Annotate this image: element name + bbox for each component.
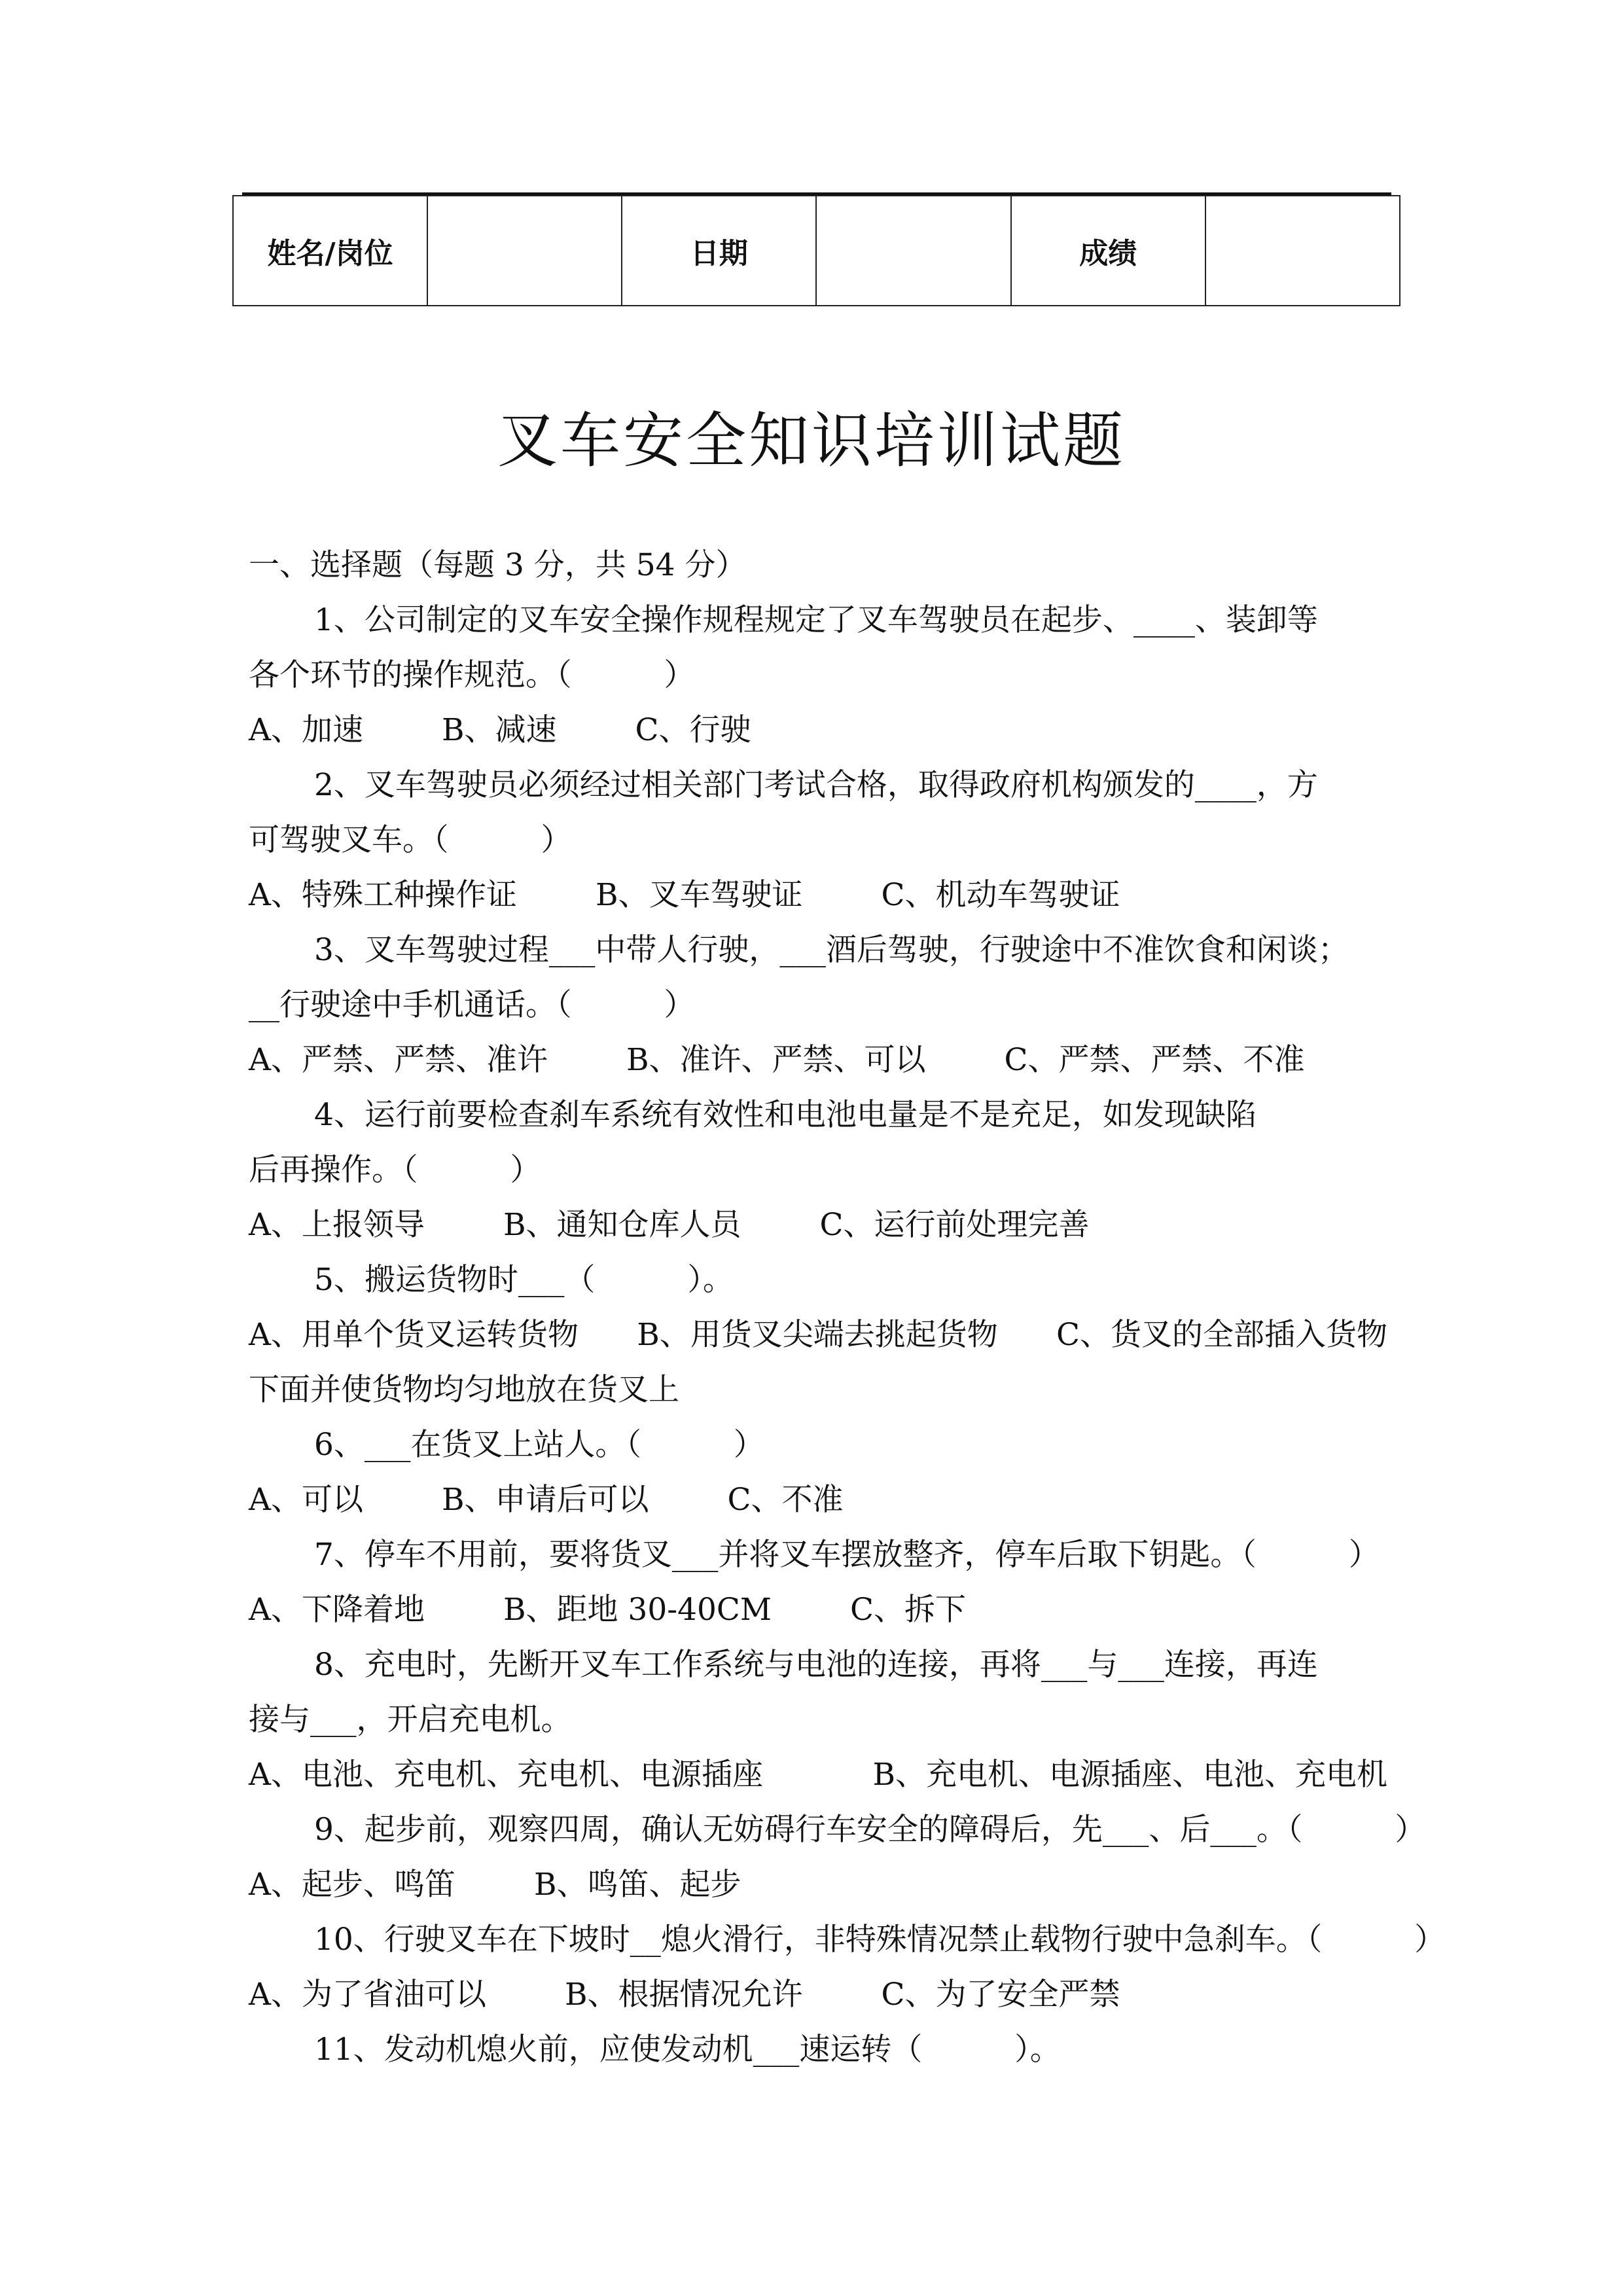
date-label: 日期 xyxy=(622,196,816,306)
question-6-options xyxy=(249,1473,1387,1528)
option-a[interactable]: A、电池、充电机、充电机、电源插座 xyxy=(249,1757,763,1793)
option-b[interactable]: B、减速 xyxy=(441,712,557,748)
section-heading: 一、选择题（每题 3 分，共 54 分） xyxy=(249,547,747,583)
option-a[interactable]: A、用单个货叉运转货物 xyxy=(249,1317,579,1353)
option-b[interactable]: B、根据情况允许 xyxy=(564,1977,803,2013)
option-b[interactable]: B、申请后可以 xyxy=(441,1482,649,1518)
question-10-line-1: 10、行驶叉车在下坡时__熄火滑行，非特殊情况禁止载物行驶中急刹车。（ ） xyxy=(314,1922,1446,1958)
option-a[interactable]: A、上报领导 xyxy=(249,1207,425,1243)
question-2-line-2: 可驾驶叉车。（ ） xyxy=(249,822,572,858)
question-1-line-1: 1、公司制定的叉车安全操作规程规定了叉车驾驶员在起步、____、装卸等 xyxy=(314,602,1318,638)
question-3-options xyxy=(249,1033,1387,1088)
option-c[interactable]: C、货叉的全部插入货物 xyxy=(1056,1317,1387,1353)
question-4-options xyxy=(249,1198,1387,1253)
option-c[interactable]: C、行驶 xyxy=(635,712,751,748)
question-1-options xyxy=(249,703,1387,758)
option-a[interactable]: A、严禁、严禁、准许 xyxy=(249,1042,548,1078)
question-7-options xyxy=(249,1583,1387,1638)
option-a[interactable]: A、起步、鸣笛 xyxy=(249,1867,455,1903)
question-5-line-1: 5、搬运货物时___（ ）。 xyxy=(314,1262,734,1298)
question-5-option-continuation: 下面并使货物均匀地放在货叉上 xyxy=(249,1372,679,1408)
name-field[interactable] xyxy=(427,196,622,306)
option-b[interactable]: B、充电机、电源插座、电池、充电机 xyxy=(872,1757,1387,1793)
question-2-line-1: 2、叉车驾驶员必须经过相关部门考试合格，取得政府机构颁发的____，方 xyxy=(314,767,1318,803)
option-b[interactable]: B、鸣笛、起步 xyxy=(533,1867,741,1903)
option-c[interactable]: C、严禁、严禁、不准 xyxy=(1004,1042,1305,1078)
question-4-line-1: 4、运行前要检查刹车系统有效性和电池电量是不是充足，如发现缺陷 xyxy=(314,1097,1257,1133)
question-5-options xyxy=(249,1308,1387,1363)
question-10-options xyxy=(249,1967,1387,2022)
question-1-line-2: 各个环节的操作规范。（ ） xyxy=(249,657,695,693)
question-2-options xyxy=(249,868,1387,923)
option-b[interactable]: B、距地 30-40CM xyxy=(503,1592,772,1628)
question-8-line-2: 接与___，开启充电机。 xyxy=(249,1702,572,1738)
option-c[interactable]: C、不准 xyxy=(727,1482,844,1518)
option-b[interactable]: B、叉车驾驶证 xyxy=(595,877,803,913)
question-3-line-2: __行驶途中手机通话。（ ） xyxy=(249,987,695,1023)
date-field[interactable] xyxy=(816,196,1010,306)
option-b[interactable]: B、用货叉尖端去挑起货物 xyxy=(637,1317,998,1353)
option-a[interactable]: A、为了省油可以 xyxy=(249,1977,486,2013)
info-table xyxy=(232,195,1400,306)
name-label: 姓名/岗位 xyxy=(233,196,427,306)
option-a[interactable]: A、加速 xyxy=(249,712,363,748)
question-9-line-1: 9、起步前，观察四周，确认无妨碍行车安全的障碍后，先___、后___。（ ） xyxy=(314,1812,1426,1848)
score-field[interactable] xyxy=(1205,196,1400,306)
question-11-line-1: 11、发动机熄火前，应使发动机___速运转（ ）。 xyxy=(314,2032,1061,2068)
question-9-options xyxy=(249,1857,1387,1912)
option-c[interactable]: C、机动车驾驶证 xyxy=(881,877,1120,913)
question-8-options xyxy=(249,1748,1387,1803)
option-c[interactable]: C、拆下 xyxy=(850,1592,966,1628)
question-7-line-1: 7、停车不用前，要将货叉___并将叉车摆放整齐，停车后取下钥匙。（ ） xyxy=(314,1537,1380,1573)
option-a[interactable]: A、可以 xyxy=(249,1482,363,1518)
option-b[interactable]: B、通知仓库人员 xyxy=(503,1207,741,1243)
option-c[interactable]: C、为了安全严禁 xyxy=(881,1977,1120,2013)
question-4-line-2: 后再操作。（ ） xyxy=(249,1152,541,1188)
option-b[interactable]: B、准许、严禁、可以 xyxy=(626,1042,926,1078)
page-title: 叉车安全知识培训试题 xyxy=(497,406,1126,476)
score-label: 成绩 xyxy=(1011,196,1205,306)
option-a[interactable]: A、下降着地 xyxy=(249,1592,425,1628)
question-6-line-1: 6、___在货叉上站人。（ ） xyxy=(314,1427,764,1463)
question-3-line-1: 3、叉车驾驶过程___中带人行驶，___酒后驾驶，行驶途中不准饮食和闲谈； xyxy=(314,932,1349,968)
option-a[interactable]: A、特殊工种操作证 xyxy=(249,877,517,913)
question-8-line-1: 8、充电时，先断开叉车工作系统与电池的连接，再将___与___连接，再连 xyxy=(314,1647,1318,1683)
question-section xyxy=(249,538,1446,2077)
option-c[interactable]: C、运行前处理完善 xyxy=(819,1207,1090,1243)
